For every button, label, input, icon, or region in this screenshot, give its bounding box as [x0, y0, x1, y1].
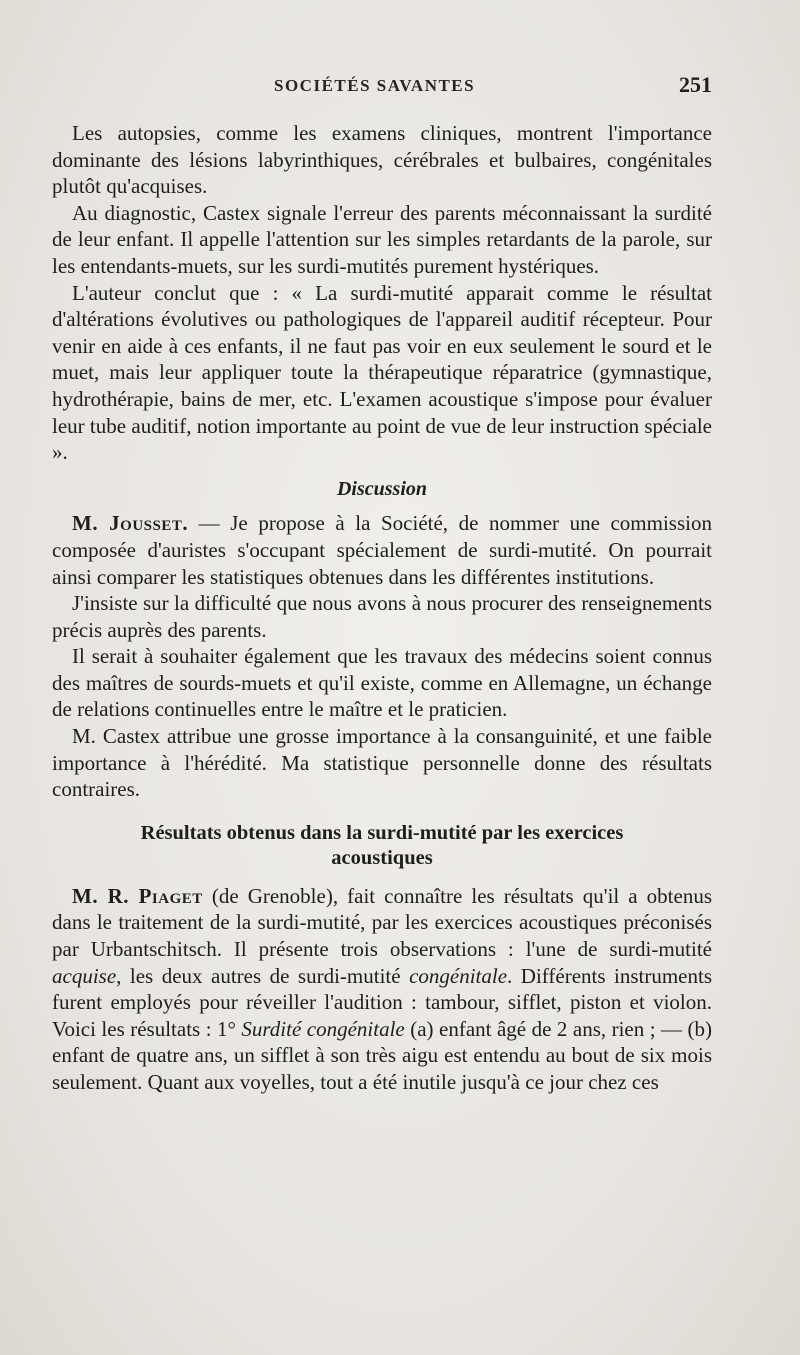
- speaker-name: M. R. Piaget: [72, 883, 203, 908]
- paragraph-difficulty: J'insiste sur la difficulté que nous avons à nous procurer des renseignements précis auprès des parents.: [52, 591, 712, 642]
- paragraph-jousset: [52, 510, 712, 590]
- page-body: [52, 120, 712, 1096]
- page-number: 251: [679, 72, 712, 97]
- section-heading-line-1: Résultats obtenus dans la surdi-mutité par les exercices: [140, 821, 624, 844]
- paragraph-text: — Je propose à la Société, de nommer une commission composée d'auristes s'occupant spécialement de surdi-mutité. On pourrait ainsi comparer les statistiques obtenues dans les différentes institutions.: [52, 511, 712, 589]
- speaker-name: M. Jousset.: [72, 511, 189, 536]
- paragraph-castex: M. Castex attribue une grosse importance à la consanguinité, et une faible importance à l'hérédité. Ma statistique personnelle donne des résultats contraires.: [52, 724, 712, 802]
- italic-term: congénitale: [409, 963, 508, 988]
- italic-term: acquise: [52, 963, 117, 988]
- page-header: [52, 70, 712, 106]
- italic-term: Surdité congénitale: [241, 1016, 405, 1041]
- paragraph-diagnostic: Au diagnostic, Castex signale l'erreur des parents méconnaissant la surdité de leur enfant. Il appelle l'attention sur les simples retardants de la parole, sur les entendants-muets, sur les surdi-mutités purement hystériques.: [52, 200, 712, 278]
- discussion-heading: Discussion: [336, 477, 428, 500]
- paragraph-text: (a) enfant âgé de 2 ans, rien ; — (b) enfant de quatre ans, un sifflet à son très aigu est entendu au bout de six mois seulement. Quant aux voyelles, tout a été inutile jusqu'à ce jour chez ces: [52, 1016, 713, 1094]
- section-heading: [52, 821, 712, 871]
- paragraph-autopsies: Les autopsies, comme les examens cliniques, montrent l'importance dominante des lésions labyrinthiques, cérébrales et bulbaires, congénitales plutôt qu'acquises.: [52, 121, 712, 199]
- paragraph-text: . Différents instruments furent employés pour réveiller l'audition : tambour, sifflet, piston et violon. Voici les résultats : 1°: [52, 963, 713, 1041]
- running-head: SOCIÉTÉS SAVANTES: [274, 76, 476, 95]
- paragraph-text: (de Grenoble), fait connaître les résultats qu'il a obtenus dans le traitement de la surdi-mutité, par les exercices acoustiques préconisés par Urbantschitsch. Il présente trois observations : l'une de surdi-mutité: [52, 883, 712, 962]
- paragraph-text: , les deux autres de surdi-mutité: [116, 963, 410, 988]
- paragraph-piaget: [52, 883, 712, 1096]
- paragraph-wish: Il serait à souhaiter également que les travaux des médecins soient connus des maîtres de sourds-muets et qu'il existe, comme en Allemagne, un échange de relations continuelles entre le maître et le praticien.: [52, 644, 712, 722]
- section-heading-line-2: acoustiques: [331, 846, 433, 869]
- paragraph-conclusion: L'auteur conclut que : « La surdi-mutité apparait comme le résultat d'altérations évolutives ou pathologiques de l'appareil auditif récepteur. Pour venir en aide à ces enfants, il ne faut pas voir en eux seulement le sourd et le muet, mais leur appliquer toute la thérapeutique réparatrice (gymnastique, hydrothérapie, bains de mer, etc. L'examen acoustique s'impose pour évaluer leur tube auditif, notion importante au point de vue de leur instruction spéciale ».: [52, 280, 712, 465]
